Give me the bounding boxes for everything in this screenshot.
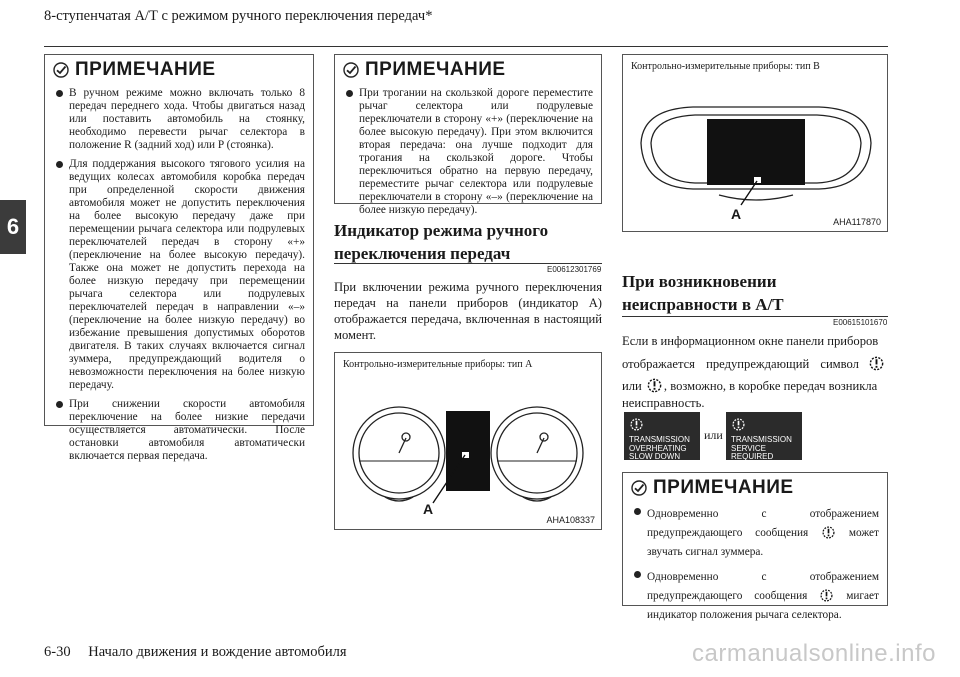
note-title: ПРИМЕЧАНИЕ	[365, 59, 506, 80]
figure-instrument-type-b	[622, 54, 888, 232]
note-list	[623, 501, 887, 635]
note-item	[633, 505, 879, 562]
section-body-line	[622, 377, 888, 394]
text-span: Одновременно с отображением предупреждающего сообщения	[647, 508, 879, 539]
section-body-line	[622, 333, 888, 349]
text-span: Одновременно с отображением предупреждающего сообщения	[647, 571, 879, 602]
transmission-warning-icon	[646, 377, 663, 394]
section-code: E00615101670	[833, 318, 888, 327]
note-item: При трогании на скользкой дороге переместите рычаг селектора или подрулевые переключатели в сторону «+» (переключение на более высокую передачу). При этом включится вторая передача: она лучше подходит для трогания на скользкой дороге. Чтобы переключиться обратно на первую передачу, переместите рычаг селектора или подрулевые переключатели в сторону «–» (переключение на более низкую передачу).	[345, 87, 593, 217]
text-span: Если в информационном окне панели приборов	[622, 334, 879, 348]
text-span: или	[622, 379, 642, 393]
message-line: SERVICE REQUIRED	[731, 443, 774, 461]
text-span: мигает индикатор положения рычага селектора.	[647, 590, 879, 621]
note-item	[633, 568, 879, 625]
note-heading	[45, 55, 313, 83]
note-item: Для поддержания высокого тягового усилия на ведущих колесах автомобиля коробка передач при определенной скорости движения автомобиля может не допустить переключения на более высокую передачу даже при перемещении рычага селектора или подрулевых переключателей передач в сторону «+» (переключение на более высокую передачу). Также она может не допустить перехода на более низкую передачу при перемещении рычага селектора или подрулевых переключателей передач в направлении «–» (переключение на более низкую передачу) во избежание превышения допустимых оборотов двигателя. В таких случаях включается сигнал зуммера, предупреждающий водителя о невозможности переключения на более низкую передачу.	[55, 158, 305, 392]
section-title-malfunction	[622, 270, 784, 316]
section-rule	[334, 263, 602, 264]
message-line: TRANSMISSION	[629, 435, 690, 444]
message-line: SLOW DOWN	[629, 452, 681, 461]
note-left	[44, 54, 314, 462]
figure-code: AHA117870	[833, 217, 881, 227]
transmission-warning-icon	[821, 525, 836, 540]
note-heading	[335, 55, 601, 83]
transmission-warning-icon	[629, 417, 644, 432]
section-rule	[622, 316, 888, 317]
message-tile-service-required	[726, 412, 802, 460]
note-list	[45, 83, 313, 473]
note-middle	[334, 54, 602, 216]
figure-label-a: A	[423, 501, 434, 517]
section-title-line: При возникновении	[622, 272, 777, 291]
check-icon	[343, 62, 359, 78]
check-icon	[53, 62, 69, 78]
section-title-line: переключения передач	[334, 244, 511, 263]
section-body-line	[622, 355, 888, 372]
note-item: При снижении скорости автомобиля переключение на более низкие передачи осуществляется автоматически. После остановки автомобиля автоматически включается первая передача.	[55, 398, 305, 463]
text-span: может звучать сигнал зуммера.	[647, 527, 879, 558]
watermark: carmanualsonline.info	[692, 640, 936, 667]
figure-instrument-type-a	[334, 352, 602, 530]
chapter-tab: 6	[0, 200, 26, 254]
instrument-cluster-a-illustration	[335, 353, 602, 530]
or-text: или	[704, 428, 723, 442]
text-span: , возможно, в коробке передач возникла	[663, 379, 878, 393]
transmission-warning-icon	[868, 355, 885, 372]
section-code: E00612301769	[547, 265, 602, 274]
figure-caption: Контрольно-измерительные приборы: тип В	[631, 61, 820, 72]
figure-label-a: A	[731, 206, 742, 222]
note-list	[335, 83, 601, 227]
footer-section-title: Начало движения и вождение автомобиля	[88, 644, 347, 660]
page-header-title: 8-ступенчатая А/Т с режимом ручного переключения передач*	[44, 8, 433, 24]
section-body-line: неисправность.	[622, 396, 705, 410]
page-number: 6-30	[44, 644, 71, 660]
instrument-cluster-b-illustration	[623, 55, 888, 232]
message-line: TRANSMISSION	[731, 435, 792, 444]
figure-code: AHA108337	[546, 515, 595, 525]
note-heading	[623, 473, 887, 501]
transmission-warning-icon	[819, 588, 834, 603]
section-title-line: неисправности в А/Т	[622, 295, 784, 314]
header-rule	[44, 46, 888, 47]
message-line: OVERHEATING	[629, 443, 687, 453]
section-body: При включении режима ручного переключения передач на панели приборов (индикатор А) отображается передача, включенная в настоящий момент.	[334, 280, 602, 342]
note-item: В ручном режиме можно включать только 8 передач переднего хода. Чтобы двигаться назад или поставить автомобиль на стоянку, необходимо перевести рычаг селектора в положение R (задний ход) или P (стоянка).	[55, 87, 305, 152]
note-right	[622, 472, 888, 621]
section-title-line: Индикатор режима ручного	[334, 221, 549, 240]
note-title: ПРИМЕЧАНИЕ	[653, 477, 794, 498]
message-tile-overheating	[624, 412, 700, 460]
transmission-warning-icon	[731, 417, 746, 432]
page-footer	[44, 644, 347, 661]
text-span: отображается предупреждающий символ	[622, 357, 859, 371]
section-title-indicator	[334, 219, 548, 265]
check-icon	[631, 480, 647, 496]
figure-caption: Контрольно-измерительные приборы: тип А	[343, 359, 533, 370]
note-title: ПРИМЕЧАНИЕ	[75, 59, 216, 80]
